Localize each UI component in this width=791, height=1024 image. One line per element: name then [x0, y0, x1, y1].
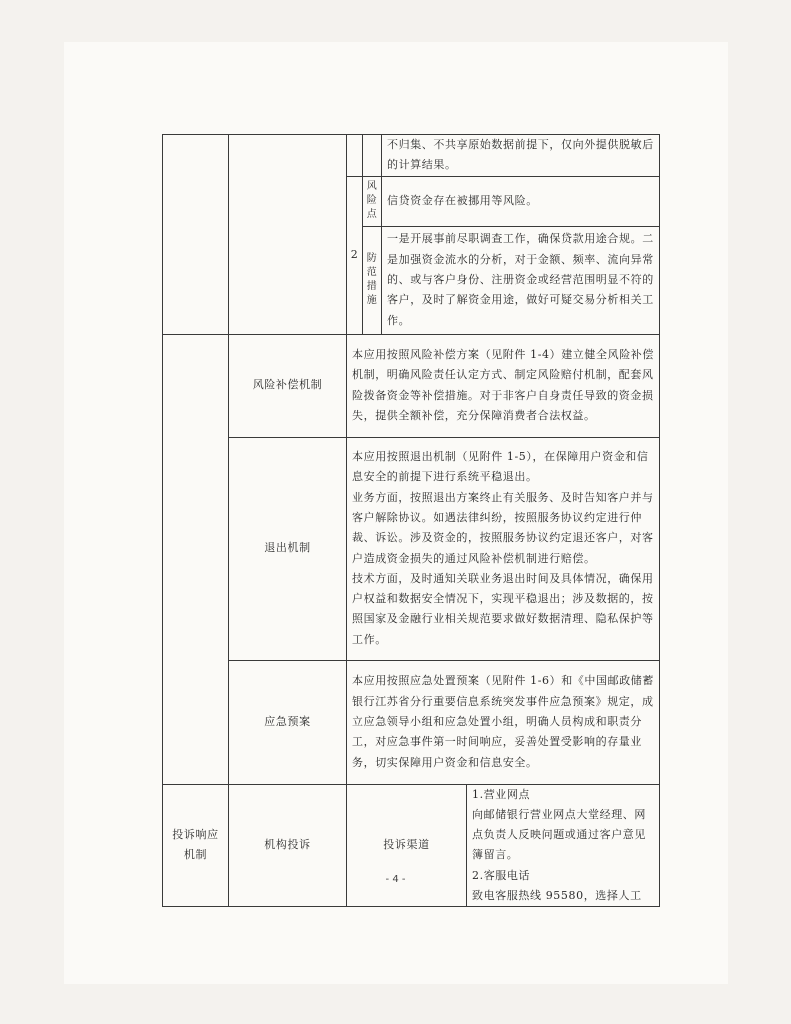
table-row — [163, 784, 660, 907]
merged-category-cell-2 — [163, 334, 229, 784]
prevention-label: 防范措施 — [366, 253, 378, 307]
merged-subcategory-cell — [229, 135, 347, 335]
channel-2-text: 致电客服热线 95580，选择人工 — [472, 889, 642, 903]
label-cell-prev — [363, 135, 382, 177]
channel-1-title: 1.营业网点 — [472, 787, 531, 801]
item-number-cell-prev — [347, 135, 363, 177]
continuation-text: 不归集、不共享原始数据前提下，仅向外提供脱敏后的计算结果。 — [382, 135, 660, 177]
exit-label: 退出机制 — [229, 437, 347, 660]
risk-point-label: 风险点 — [366, 181, 378, 221]
compensation-text: 本应用按照风险补偿方案（见附件 1-4）建立健全风险补偿机制，明确风险责任认定方式、制定风险赔付机制，配套风险拨备资金等补偿措施。对于非客户自身责任导致的资金损失，提供全额补偿，充分保障消费者合法权益。 — [347, 334, 660, 437]
exit-paragraph-1: 本应用按照退出机制（见附件 1-5），在保障用户资金和信息安全的前提下进行系统平稳退出。 — [352, 450, 649, 484]
page-number: - 4 - — [385, 874, 406, 885]
complaint-mechanism-label: 投诉响应机制 — [163, 784, 229, 907]
complaint-channel-label: 投诉渠道 — [347, 784, 467, 907]
exit-paragraph-3: 技术方面，及时通知关联业务退出时间及具体情况，确保用户权益和数据安全情况下，实现平稳退出；涉及数据的，按照国家及金融行业相关规范要求做好数据清理、隐私保护等工作。 — [352, 571, 654, 646]
institution-complaint-label: 机构投诉 — [229, 784, 347, 907]
table-row — [163, 135, 660, 177]
risk-point-text: 信贷资金存在被挪用等风险。 — [382, 176, 660, 226]
item-number-text: 2 — [350, 247, 359, 261]
complaint-channel-details — [467, 784, 660, 907]
compensation-label: 风险补偿机制 — [229, 334, 347, 437]
prevention-label-cell — [363, 226, 382, 334]
prevention-text: 一是开展事前尽职调查工作，确保贷款用途合规。二是加强资金流水的分析，对于金额、频率、流向异常的、或与客户身份、注册资金或经营范围明显不符的客户，及时了解资金用途，做好可疑交易分析相关工作。 — [382, 226, 660, 334]
exit-text — [347, 437, 660, 660]
table-row — [163, 437, 660, 660]
risk-point-label-cell — [363, 176, 382, 226]
channel-1-text: 向邮储银行营业网点大堂经理、网点负责人反映问题或通过客户意见簿留言。 — [472, 807, 646, 862]
table-row — [163, 660, 660, 784]
emergency-label: 应急预案 — [229, 660, 347, 784]
table-row — [163, 334, 660, 437]
item-number — [347, 176, 363, 334]
exit-paragraph-2: 业务方面，按照退出方案终止有关服务、及时告知客户并与客户解除协议。如遇法律纠纷，按照服务协议约定进行仲裁、诉讼。涉及资金的，按照服务协议约定退还客户，对客户造成资金损失的通过风险补偿机制进行赔偿。 — [352, 490, 654, 565]
merged-category-cell — [163, 135, 229, 335]
emergency-text: 本应用按照应急处置预案（见附件 1-6）和《中国邮政储蓄银行江苏省分行重要信息系统突发事件应急预案》规定，成立应急领导小组和应急处置小组，明确人员构成和职责分工，对应急事件第一时间响应，妥善处置受影响的存量业务，切实保障用户资金和信息安全。 — [347, 660, 660, 784]
risk-control-table — [162, 134, 660, 907]
channel-2-title: 2.客服电话 — [472, 868, 531, 882]
